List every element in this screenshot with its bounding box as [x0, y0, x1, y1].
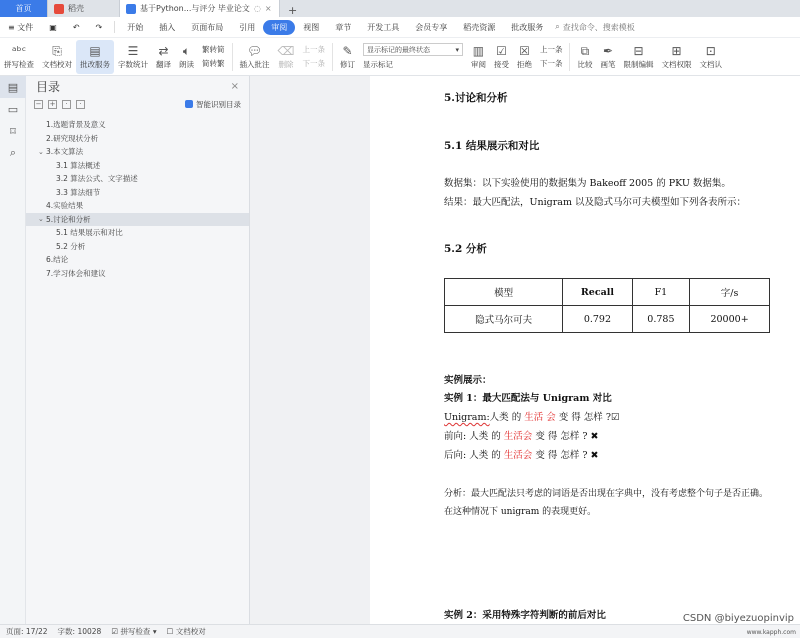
toc-panel: [26, 76, 250, 624]
close-icon[interactable]: ×: [230, 80, 239, 92]
toc-item[interactable]: [26, 159, 249, 173]
collapse-all-icon[interactable]: −: [35, 99, 42, 108]
compare-icon: ⧉: [580, 44, 590, 58]
convert-group: [198, 44, 229, 69]
table-cell: 0.792: [563, 306, 632, 333]
toc-item-label: 3.2 算法公式、文字描述: [56, 174, 138, 184]
word-count-icon: ☰: [127, 44, 139, 58]
document-area[interactable]: [250, 76, 800, 624]
toc-item[interactable]: [26, 172, 249, 186]
button-label: 插入批注: [239, 60, 270, 69]
hamburger-menu-icon[interactable]: ≡ 文件: [8, 22, 34, 32]
example-title: 实例展示：: [444, 375, 492, 386]
checkbox-icon: ☐: [166, 627, 174, 636]
tab-label: 首页: [15, 4, 32, 13]
toc-item-label: 1.选题背景及意义: [46, 120, 106, 130]
word-count-button[interactable]: [114, 40, 152, 74]
heading-5: 5.讨论和分析: [444, 92, 508, 104]
tab-bar: [0, 0, 800, 17]
comment-icon: 💬︎: [246, 44, 263, 58]
highlight-text: 生活会: [503, 431, 533, 442]
analysis-paragraph-2: 在这种情况下 unigram 的表现更好。: [444, 507, 597, 517]
menu-reference[interactable]: 引用: [239, 22, 256, 32]
highlight-text: 生活 会: [524, 412, 556, 423]
toc-item-label: 3.3 算法细节: [56, 187, 101, 197]
menu-view[interactable]: 视图: [303, 22, 320, 32]
button-label: 拒绝: [516, 60, 532, 69]
next-comment-button[interactable]: 下一条: [302, 59, 325, 68]
divider: [569, 43, 570, 71]
toc-item-label: 6.结论: [46, 255, 69, 265]
table-header-cell: 模型: [445, 279, 563, 306]
tab-home[interactable]: [0, 0, 48, 17]
line-text: 变 得 怎样 ?: [532, 450, 591, 461]
cross-icon: ✖: [590, 450, 599, 461]
correct-service-icon: ▤: [89, 44, 101, 58]
line-text: 人类 的: [489, 412, 525, 423]
auth-icon: ⊡: [705, 44, 716, 58]
menu-insert[interactable]: 插入: [159, 22, 176, 32]
analysis-paragraph: 分析：最大匹配法只考虑的词语是否出现在字典中，没有考虑整个句子是否正确。: [444, 489, 769, 499]
heading-5-2: 5.2 分析: [444, 243, 487, 255]
insert-comment-button[interactable]: [236, 40, 274, 74]
button-label: 字数统计: [118, 60, 148, 69]
undo-icon[interactable]: ↶: [72, 22, 80, 32]
button-label: 审阅: [470, 60, 486, 69]
save-icon[interactable]: ▣: [49, 22, 57, 32]
menu-docer-resources[interactable]: 稻壳资源: [463, 22, 496, 32]
toc-item[interactable]: [26, 132, 249, 146]
word-doc-icon: [126, 4, 136, 14]
review-ribbon: [0, 38, 800, 76]
checkbox-icon: ☑: [111, 627, 119, 636]
level-down-icon[interactable]: ·: [76, 100, 85, 109]
translate-icon: ⇄: [158, 44, 169, 58]
revision-icon: ✎: [342, 44, 353, 58]
review-pane-button[interactable]: [467, 40, 490, 74]
page-indicator[interactable]: 页面: 17/22: [6, 627, 48, 636]
line-text: 人类 的: [469, 450, 504, 461]
new-tab-button[interactable]: +: [288, 4, 298, 17]
restrict-edit-button[interactable]: [619, 40, 657, 74]
watermark: CSDN @biyezuopinvip: [682, 613, 794, 624]
doc-permission-button[interactable]: [657, 40, 695, 74]
toc-item-active[interactable]: [26, 213, 249, 227]
button-label: 翻译: [156, 60, 171, 69]
button-label: 修订: [339, 60, 355, 69]
table-header-cell: 字/s: [690, 279, 770, 306]
table-row: [445, 306, 770, 333]
ink-button[interactable]: [596, 40, 619, 74]
button-label: 比较: [577, 60, 593, 69]
backward-line: [444, 447, 598, 461]
button-label: 接受: [493, 60, 509, 69]
review-pane-icon: ▥: [472, 44, 485, 58]
change-nav-group: [536, 44, 567, 69]
example2-title: 实例 2：采用特殊字符判断的前后对比: [444, 610, 606, 621]
toc-item[interactable]: [26, 145, 249, 159]
search-icon: ⌕: [555, 22, 560, 31]
prev-change-button[interactable]: 上一条: [539, 45, 563, 54]
chevron-down-icon[interactable]: ⌄: [38, 147, 44, 156]
accept-icon: ☑: [496, 44, 507, 58]
smart-toc-button[interactable]: [185, 99, 241, 110]
menu-review[interactable]: 审阅: [263, 20, 295, 35]
watermark-url: www.kapph.com: [746, 629, 796, 636]
result-paragraph: 结果：最大匹配法，Unigram 以及隐式马尔可夫模型如下列各表所示：: [444, 197, 746, 208]
line-prefix: Unigram:: [444, 412, 490, 423]
chevron-down-icon[interactable]: ⌄: [38, 215, 44, 224]
close-icon[interactable]: ×: [264, 4, 272, 13]
toc-item[interactable]: [26, 226, 249, 240]
search-icon[interactable]: ⌕: [9, 146, 17, 159]
markup-state-select[interactable]: [363, 43, 463, 56]
results-table: [444, 278, 770, 333]
chevron-down-icon: ▾: [455, 45, 459, 54]
toc-header: [26, 76, 249, 96]
doc-proof-icon: ⎘: [52, 44, 62, 58]
toc-item[interactable]: [26, 186, 249, 200]
revision-button[interactable]: [336, 40, 359, 74]
button-label: 画笔: [600, 60, 616, 69]
cross-icon: ✖: [590, 431, 599, 442]
menu-file: 文件: [17, 22, 34, 32]
toc-item-label: 3.本文算法: [46, 147, 84, 157]
correct-service-button[interactable]: [76, 40, 114, 74]
table-cell: 0.785: [632, 306, 689, 333]
button-label: 删除: [278, 60, 294, 69]
toc-item-label: 5.讨论和分析: [46, 214, 91, 224]
redo-icon[interactable]: ↷: [95, 22, 103, 32]
bookmark-icon[interactable]: ⌑: [10, 124, 16, 138]
menu-chapter[interactable]: 章节: [335, 22, 352, 32]
toc-item-label: 7.学习体会和建议: [46, 268, 106, 278]
toc-item-label: 5.1 结果展示和对比: [56, 228, 123, 238]
simp-trad-button[interactable]: 简转繁: [202, 59, 225, 68]
toc-item-label: 5.2 分析: [56, 241, 86, 251]
lock-doc-icon: ⊟: [633, 44, 644, 58]
command-search[interactable]: [555, 22, 634, 33]
toc-item[interactable]: [26, 253, 249, 267]
table-cell: 隐式马尔可夫: [445, 306, 563, 333]
status-label: 拼写检查: [120, 627, 151, 636]
menu-dev-tools[interactable]: 开发工具: [367, 22, 400, 32]
menu-correction-service[interactable]: 批改服务: [511, 22, 544, 32]
unigram-line: [444, 409, 619, 423]
table-header-cell: F1: [632, 279, 689, 306]
line-prefix: 前向:: [444, 431, 470, 442]
translate-button[interactable]: [152, 40, 175, 74]
toc-item[interactable]: [26, 240, 249, 254]
button-label: 批改服务: [80, 60, 110, 69]
pen-icon: ✒: [602, 44, 613, 58]
table-cell: 20000+: [690, 306, 770, 333]
trad-simp-button[interactable]: 繁转简: [202, 45, 225, 54]
expand-all-icon[interactable]: +: [49, 99, 56, 108]
toc-item-label: 3.1 算法概述: [56, 160, 101, 170]
dataset-paragraph: 数据集：以下实验使用的数据集为 Bakeoff 2005 的 PKU 数据集。: [444, 178, 731, 189]
accept-button[interactable]: [490, 40, 513, 74]
toc-item[interactable]: [26, 267, 249, 281]
divider: [114, 21, 115, 33]
tab-document[interactable]: [120, 0, 280, 17]
button-label: 限制编辑: [623, 60, 654, 69]
line-prefix: 后向:: [444, 450, 470, 461]
button-label: 智能识别目录: [196, 99, 241, 109]
folder-icon[interactable]: ▭: [7, 102, 19, 116]
spellcheck-icon: ᵃᵇᶜ: [11, 44, 27, 58]
example1-title: 实例 1：最大匹配法与 Unigram 对比: [444, 393, 612, 404]
button-label: 拼写检查: [4, 60, 34, 69]
delete-comment-button[interactable]: [274, 40, 299, 74]
show-markup-button[interactable]: 显示标记: [362, 60, 393, 69]
markup-group: [359, 43, 467, 70]
heading-5-1: 5.1 结果展示和对比: [444, 140, 540, 152]
button-label: 朗读: [179, 60, 194, 69]
line-text: 变 得 怎样 ?: [532, 431, 591, 442]
next-change-button[interactable]: 下一条: [539, 59, 563, 68]
nav-icon-strip: [0, 76, 26, 624]
doc-auth-button[interactable]: [695, 40, 726, 74]
toc-title: 目录: [36, 79, 61, 94]
doc-proof-button[interactable]: [38, 40, 76, 74]
reject-button[interactable]: [513, 40, 536, 74]
reject-icon: ☒: [519, 44, 530, 58]
menu-layout[interactable]: 页面布局: [191, 22, 224, 32]
button-label: 文档认: [699, 60, 722, 69]
toc-item[interactable]: [26, 118, 249, 132]
tab-status-icon: ◌: [253, 4, 261, 13]
docer-icon: [54, 4, 64, 14]
menu-start[interactable]: 开始: [127, 22, 144, 32]
tab-label: 稻壳: [68, 4, 84, 13]
speaker-icon: 🔈︎: [182, 44, 191, 58]
toc-item-label: 4.实验结果: [46, 201, 84, 211]
tab-docer[interactable]: [48, 0, 120, 17]
select-value: 显示标记的最终状态: [366, 45, 430, 54]
line-text: 人类 的: [469, 431, 504, 442]
spell-check-toggle[interactable]: ☑ 拼写检查 ▾: [111, 627, 157, 636]
button-label: 文档权限: [661, 60, 692, 69]
tab-label: 基于Python...与评分 毕业论文: [140, 4, 250, 13]
level-up-icon[interactable]: ·: [62, 100, 71, 109]
document-page[interactable]: [370, 76, 800, 624]
toc-toolbar: [26, 96, 249, 112]
toc-item[interactable]: [26, 199, 249, 213]
compare-button[interactable]: [573, 40, 596, 74]
table-header-cell: Recall: [563, 279, 632, 306]
divider: [332, 43, 333, 71]
toc-panel-icon[interactable]: ▤: [0, 76, 26, 98]
spellcheck-button[interactable]: [0, 40, 38, 74]
word-count-indicator[interactable]: 字数: 10028: [57, 627, 102, 636]
menu-member[interactable]: 会员专享: [415, 22, 448, 32]
delete-comment-icon: ⌫: [277, 44, 295, 58]
status-label: 文档校对: [175, 627, 206, 636]
comment-nav-group: [298, 44, 329, 69]
menu-bar: [0, 17, 800, 38]
search-placeholder: 查找命令、搜索模板: [562, 22, 635, 32]
toc-list: [26, 118, 249, 280]
prev-comment-button[interactable]: 上一条: [302, 45, 325, 54]
doc-proof-toggle[interactable]: [167, 626, 206, 637]
checkbox-icon: ☑: [610, 412, 620, 423]
smart-toc-icon: [185, 100, 193, 108]
highlight-text: 生活会: [503, 450, 533, 461]
divider: [232, 43, 233, 71]
table-header-row: [445, 279, 770, 306]
read-aloud-button[interactable]: [175, 40, 198, 74]
permission-icon: ⊞: [671, 44, 682, 58]
line-text: 变 得 怎样 ?: [555, 412, 611, 423]
forward-line: [444, 428, 598, 442]
button-label: 文档校对: [42, 60, 72, 69]
toc-item-label: 2.研究现状分析: [46, 133, 99, 143]
